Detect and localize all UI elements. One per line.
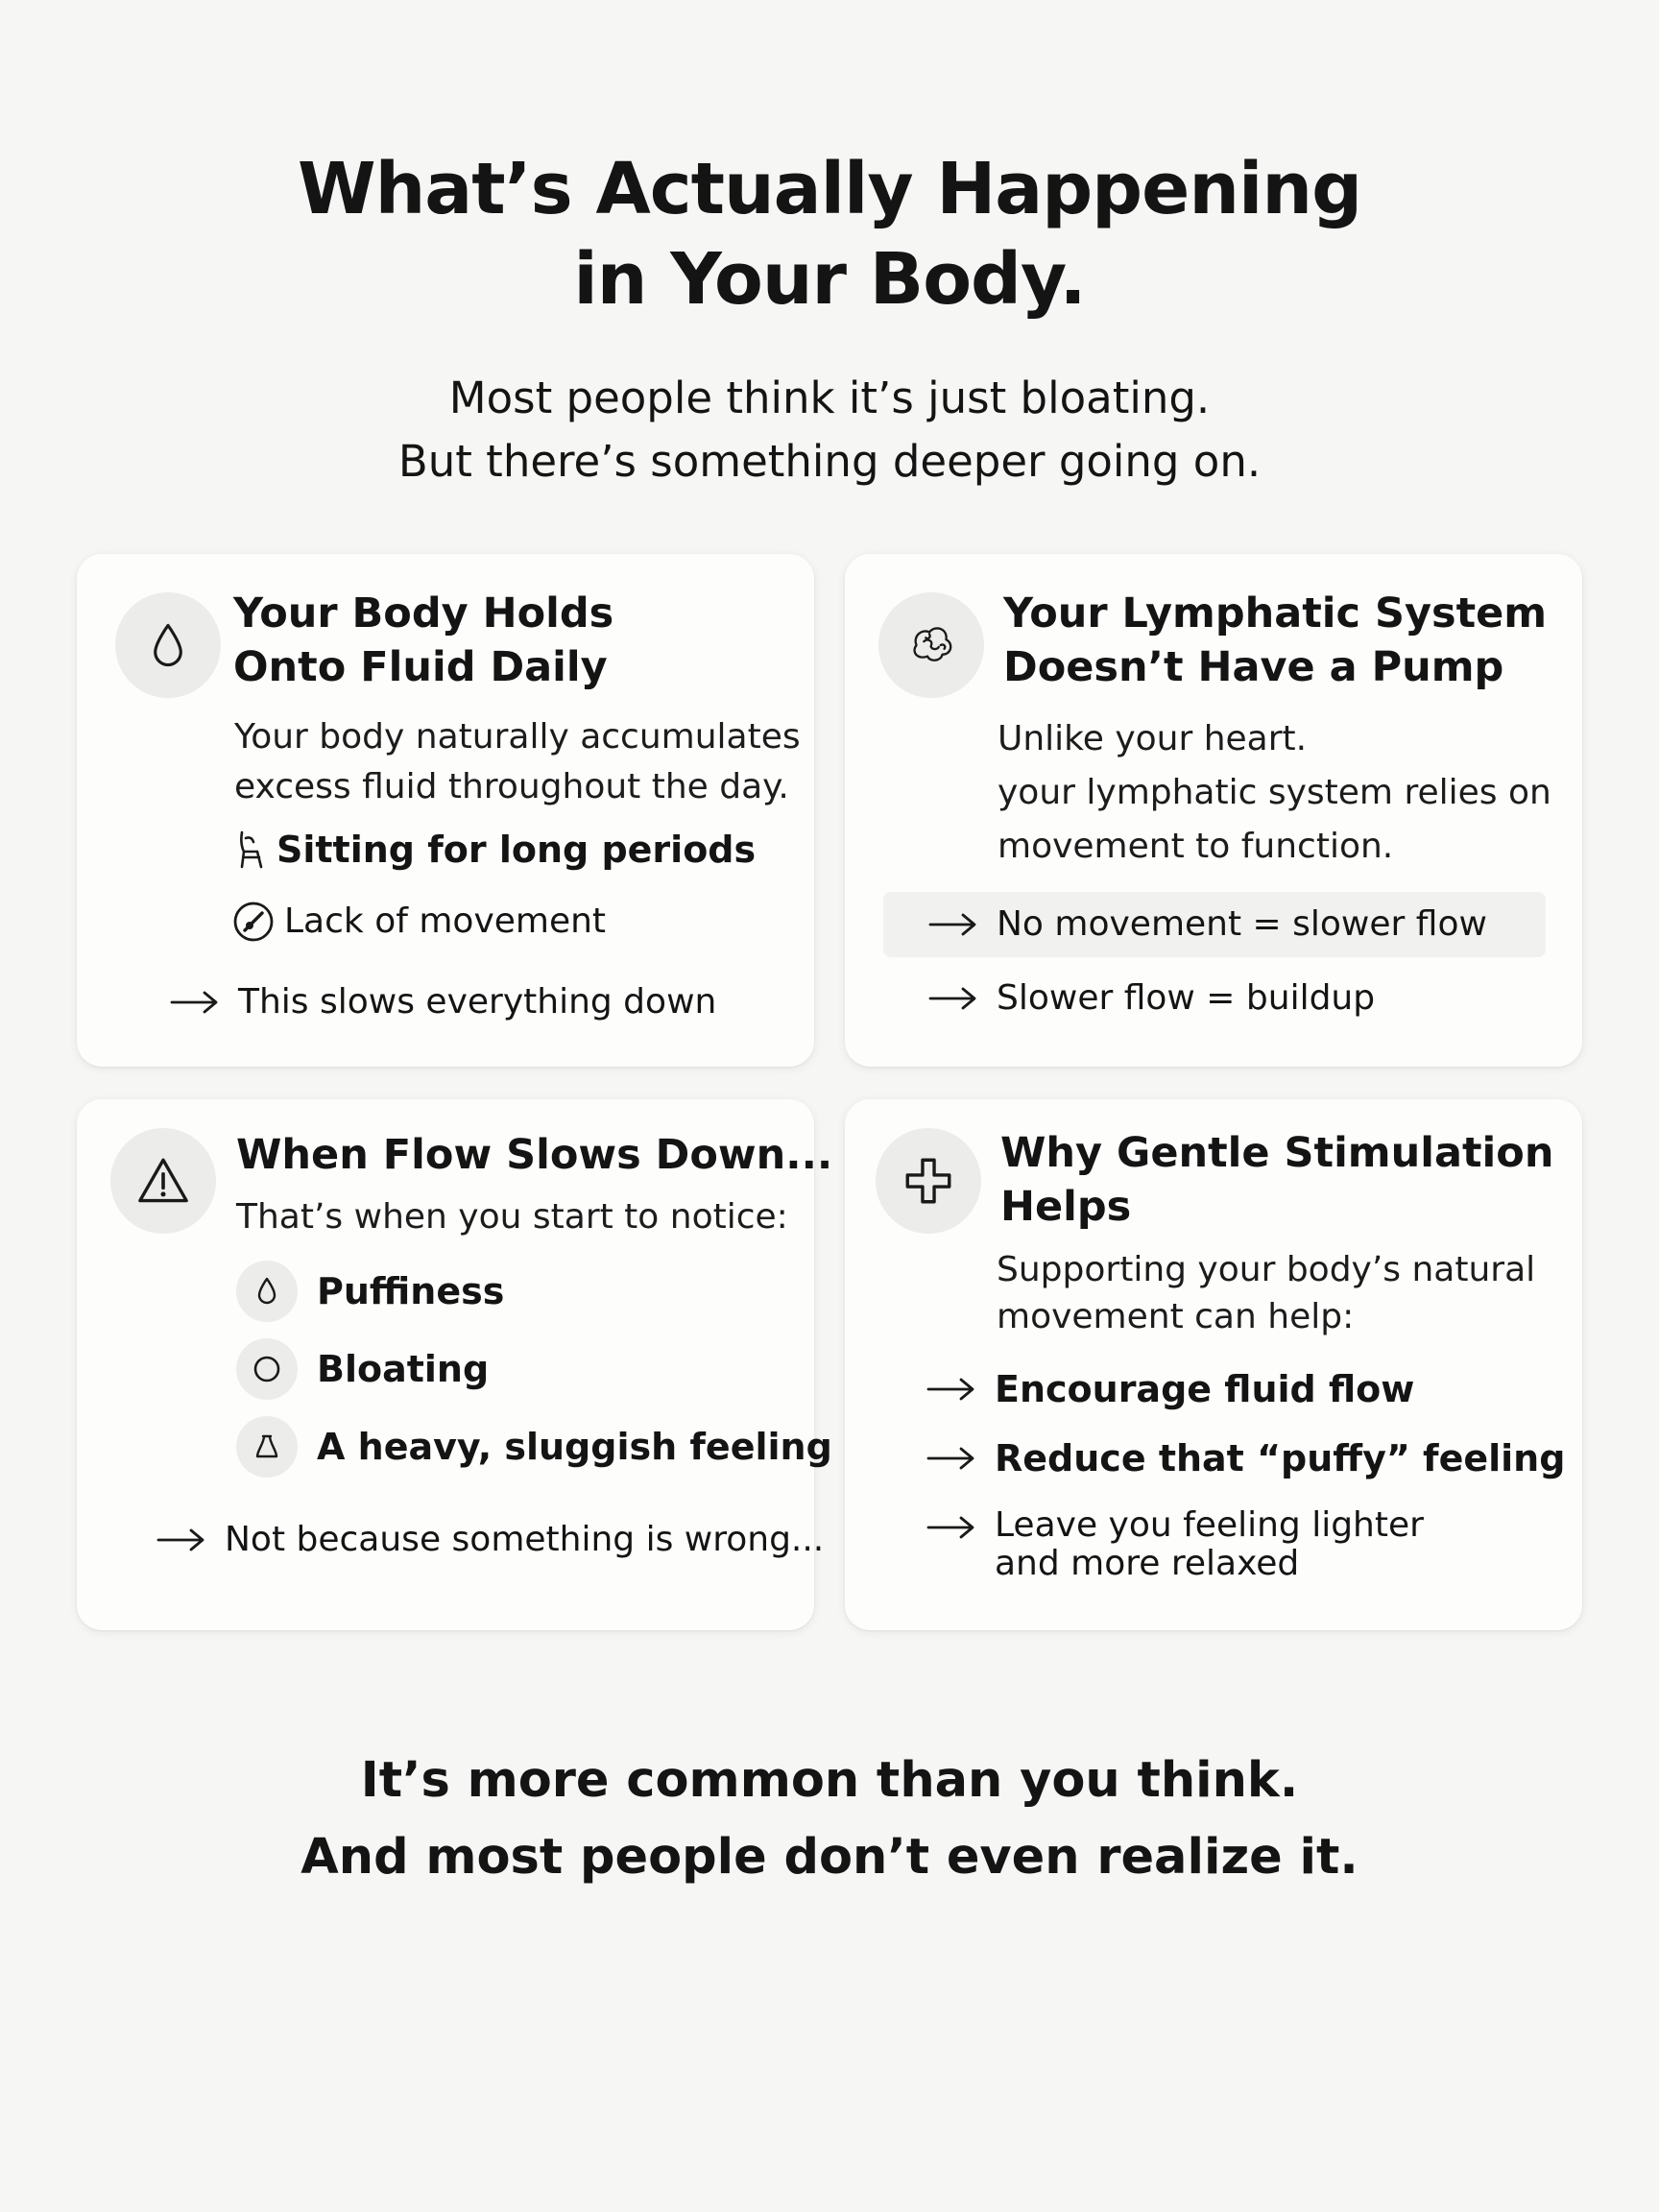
card-title-line-2: Onto Fluid Daily	[233, 643, 608, 691]
arrow-item-label-line-2: and more relaxed	[995, 1544, 1300, 1583]
arrow-right-icon	[927, 984, 979, 1013]
card-title	[1000, 1126, 1553, 1234]
circle-icon	[236, 1338, 298, 1400]
card-title	[236, 1128, 832, 1182]
card-description-line-1: That’s when you start to notice:	[236, 1197, 788, 1237]
list-item-puffiness	[236, 1261, 504, 1322]
list-item-label: Sitting for long periods	[276, 829, 757, 871]
card-title-line-2: Helps	[1000, 1183, 1132, 1231]
arrow-item-label: Encourage fluid flow	[995, 1368, 1415, 1410]
arrow-right-icon	[169, 988, 221, 1017]
arrow-item-no-movement	[927, 903, 1487, 946]
page-title-line-2: in Your Body.	[573, 238, 1086, 321]
list-item-heavy-feeling	[236, 1416, 832, 1478]
card-description	[234, 712, 801, 812]
arrow-item-label: Slower flow = buildup	[997, 978, 1376, 1018]
list-item-label: Bloating	[317, 1348, 490, 1390]
subheading-line-2: But there’s something deeper going on.	[397, 436, 1262, 487]
card-title-line-1: When Flow Slows Down...	[236, 1131, 833, 1179]
arrow-item-label	[995, 1506, 1424, 1583]
card-gentle-stimulation	[845, 1099, 1582, 1630]
list-item-lack-movement	[230, 900, 606, 944]
card-description	[998, 712, 1551, 874]
card-description-line-2: your lymphatic system relies on	[998, 773, 1551, 812]
card-title	[233, 587, 613, 694]
closing-statement-line-1: It’s more common than you think.	[360, 1752, 1299, 1809]
drop-icon	[236, 1261, 298, 1322]
arrow-right-icon	[926, 1513, 977, 1542]
card-description-line-2: excess fluid throughout the day.	[234, 767, 789, 806]
subheading-line-1: Most people think it’s just bloating.	[448, 373, 1211, 423]
list-item-sitting	[230, 829, 756, 871]
list-item-label: Lack of movement	[284, 902, 607, 941]
card-title	[1003, 587, 1547, 694]
card-fluid-daily	[77, 554, 814, 1067]
arrow-item-label: Reduce that “puffy” feeling	[995, 1437, 1566, 1479]
arrow-item-not-wrong	[156, 1519, 824, 1561]
arrow-item-label-line-1: Leave you feeling lighter	[995, 1505, 1424, 1545]
arrow-right-icon	[926, 1444, 977, 1473]
arrow-right-icon	[156, 1526, 207, 1554]
arrow-right-icon	[926, 1375, 977, 1404]
closing-statement-line-2: And most people don’t even realize it.	[301, 1829, 1358, 1886]
arrow-item-slows	[169, 981, 716, 1023]
card-description	[236, 1192, 788, 1242]
water-drop-icon	[115, 592, 221, 698]
closing-statement	[0, 1743, 1659, 1896]
arrow-item-feel-lighter	[926, 1506, 1424, 1583]
card-title-line-1: Why Gentle Stimulation	[1000, 1129, 1554, 1177]
lymphatic-system-icon	[878, 592, 984, 698]
card-description-line-1: Supporting your body’s natural	[997, 1250, 1536, 1289]
no-movement-icon	[230, 900, 276, 944]
card-title-line-1: Your Lymphatic System	[1003, 589, 1548, 637]
arrow-item-slower-flow	[927, 977, 1375, 1020]
page-title	[0, 144, 1659, 325]
arrow-item-label: No movement = slower flow	[997, 904, 1487, 944]
card-description-line-1: Unlike your heart.	[998, 719, 1308, 758]
arrow-item-reduce-puffy	[926, 1437, 1565, 1479]
list-item-label: Puffiness	[317, 1270, 505, 1312]
arrow-right-icon	[927, 910, 979, 939]
card-description-line-2: movement can help:	[997, 1297, 1355, 1336]
card-title-line-1: Your Body Holds	[233, 589, 614, 637]
card-lymphatic-system	[845, 554, 1582, 1067]
arrow-item-label: Not because something is wrong...	[225, 1520, 825, 1559]
list-item-bloating	[236, 1338, 489, 1400]
subheading	[0, 367, 1659, 493]
card-description	[997, 1246, 1535, 1340]
weight-icon	[236, 1416, 298, 1478]
warning-icon	[110, 1128, 216, 1234]
card-description-line-1: Your body naturally accumulates	[234, 717, 801, 757]
plus-icon	[876, 1128, 981, 1234]
chair-icon	[230, 829, 273, 871]
arrow-item-encourage-flow	[926, 1368, 1414, 1410]
card-description-line-3: movement to function.	[998, 827, 1394, 866]
card-title-line-2: Doesn’t Have a Pump	[1003, 643, 1504, 691]
list-item-label: A heavy, sluggish feeling	[317, 1426, 832, 1468]
arrow-item-label: This slows everything down	[238, 982, 717, 1022]
card-flow-slows	[77, 1099, 833, 1630]
page-title-line-1: What’s Actually Happening	[297, 148, 1362, 230]
